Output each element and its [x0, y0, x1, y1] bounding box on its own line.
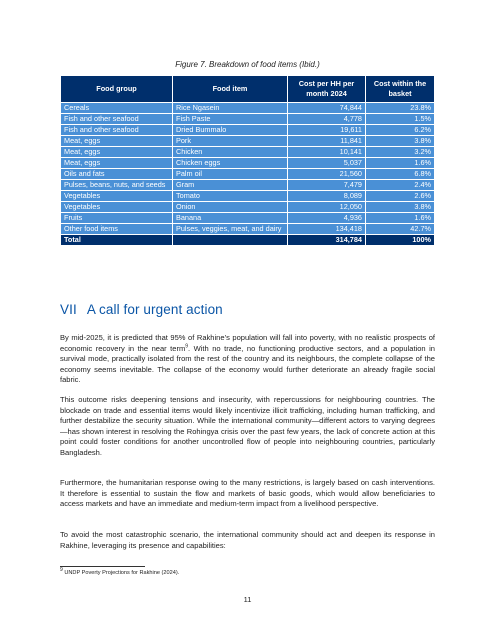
cell-food-group: Oils and fats: [61, 169, 173, 180]
footnote-divider: [60, 566, 145, 567]
table-row: [61, 147, 435, 158]
cell-food-group: Vegetables: [61, 202, 173, 213]
cell-cost: 12,050: [288, 202, 366, 213]
table-row: [61, 125, 435, 136]
table-row: [61, 114, 435, 125]
table-row: [61, 202, 435, 213]
cell-food-item: Palm oil: [173, 169, 288, 180]
cell-total-share: 100%: [366, 235, 435, 246]
cell-food-group: Pulses, beans, nuts, and seeds: [61, 180, 173, 191]
cell-share: 1.6%: [366, 158, 435, 169]
cell-food-item: Chicken: [173, 147, 288, 158]
cell-food-group: Fruits: [61, 213, 173, 224]
cell-food-group: Vegetables: [61, 191, 173, 202]
table-row: [61, 180, 435, 191]
header-cost-within-basket: Cost within the basket: [366, 76, 435, 103]
table-total-row: [61, 235, 435, 246]
cell-share: 6.2%: [366, 125, 435, 136]
cell-food-item: Fish Paste: [173, 114, 288, 125]
cell-share: 23.8%: [366, 103, 435, 114]
cell-food-group: Cereals: [61, 103, 173, 114]
cell-share: 6.8%: [366, 169, 435, 180]
cell-food-item: Rice Ngasein: [173, 103, 288, 114]
cell-food-item: Tomato: [173, 191, 288, 202]
cell-food-group: Other food items: [61, 224, 173, 235]
cell-food-item: Dried Bummalo: [173, 125, 288, 136]
footnote: [60, 567, 180, 576]
cell-cost: 8,089: [288, 191, 366, 202]
table-row: [61, 103, 435, 114]
table-row: [61, 224, 435, 235]
cell-food-group: Meat, eggs: [61, 136, 173, 147]
cell-food-item: Pork: [173, 136, 288, 147]
cell-cost: 10,141: [288, 147, 366, 158]
page-number: 11: [243, 595, 252, 604]
cell-total-label: Total: [61, 235, 173, 246]
header-food-item: Food item: [173, 76, 288, 103]
cell-share: 3.8%: [366, 202, 435, 213]
table-header-row: [61, 76, 435, 103]
cell-cost: 11,841: [288, 136, 366, 147]
cell-food-item: Banana: [173, 213, 288, 224]
table-row: [61, 169, 435, 180]
paragraph-1: [60, 333, 435, 386]
cell-share: 2.6%: [366, 191, 435, 202]
cell-cost: 5,037: [288, 158, 366, 169]
cell-share: 3.8%: [366, 136, 435, 147]
section-heading: [60, 302, 223, 317]
header-food-group: Food group: [61, 76, 173, 103]
cell-cost: 134,418: [288, 224, 366, 235]
cell-food-group: Meat, eggs: [61, 158, 173, 169]
food-items-table: [60, 75, 435, 246]
cell-food-item: Gram: [173, 180, 288, 191]
paragraph-4: To avoid the most catastrophic scenario, the international community should act and deepen its response in Rakhine, leveraging its presence and capabilities:: [60, 530, 435, 550]
cell-cost: 7,479: [288, 180, 366, 191]
footnote-reference: 9: [185, 343, 189, 350]
paragraph-2: This outcome risks deepening tensions and insecurity, with repercussions for neighbouring countries. The blockade on trade and essential items would likely incentivize illicit trafficking, including human trafficking, and further destabilize the security situation. While the international community—different actors to varying degrees—has shown interest in resolving the Rohingya crisis over the past few years, the lack of concrete action at this point could foster conditions for another uncontrolled flow of people into neighbouring countries, particularly Bangladesh.: [60, 395, 435, 457]
cell-cost: 4,778: [288, 114, 366, 125]
cell-total-cost: 314,784: [288, 235, 366, 246]
cell-cost: 21,560: [288, 169, 366, 180]
footnote-marker: 9: [60, 567, 63, 574]
cell-food-item: Chicken eggs: [173, 158, 288, 169]
cell-share: 3.2%: [366, 147, 435, 158]
cell-food-group: Fish and other seafood: [61, 125, 173, 136]
paragraph-1-part-b: . With no trade, no functioning productive sectors, and a population in survival mode, practically isolated from the rest of the country and its neighbours, the complete collapse of the economy seems inevitable. The collapse of the economy would further deteriorate an already fragile social fabric.: [60, 343, 435, 385]
cell-share: 2.4%: [366, 180, 435, 191]
paragraph-1-part-a: By mid-2025, it is predicted that 95% of Rakhine’s population will fall into poverty, with no realistic prospects of economic recovery in the near term: [60, 333, 435, 353]
paragraph-3: Furthermore, the humanitarian response owing to the many restrictions, is largely based on cash interventions. It therefore is essential to sustain the flow and markets of basic goods, which would allow beneficiaries to access markets and have an immediate and medium-term impact from a livelihood perspective.: [60, 478, 435, 509]
cell-cost: 74,844: [288, 103, 366, 114]
table-row: [61, 191, 435, 202]
cell-food-group: Fish and other seafood: [61, 114, 173, 125]
cell-cost: 19,611: [288, 125, 366, 136]
cell-share: 1.6%: [366, 213, 435, 224]
cell-food-item: Pulses, veggies, meat, and dairy: [173, 224, 288, 235]
section-title: A call for urgent action: [86, 302, 223, 317]
table-row: [61, 213, 435, 224]
header-cost-per-hh: Cost per HH per month 2024: [288, 76, 366, 103]
cell-food-group: Meat, eggs: [61, 147, 173, 158]
figure-caption: Figure 7. Breakdown of food items (Ibid.): [175, 60, 320, 69]
table-row: [61, 136, 435, 147]
cell-cost: 4,936: [288, 213, 366, 224]
cell-food-item: Onion: [173, 202, 288, 213]
table-row: [61, 158, 435, 169]
footnote-text: UNDP Poverty Projections for Rakhine (2024).: [62, 570, 180, 576]
cell-total-empty: [173, 235, 288, 246]
cell-share: 42.7%: [366, 224, 435, 235]
section-number: VII: [60, 302, 77, 317]
cell-share: 1.5%: [366, 114, 435, 125]
